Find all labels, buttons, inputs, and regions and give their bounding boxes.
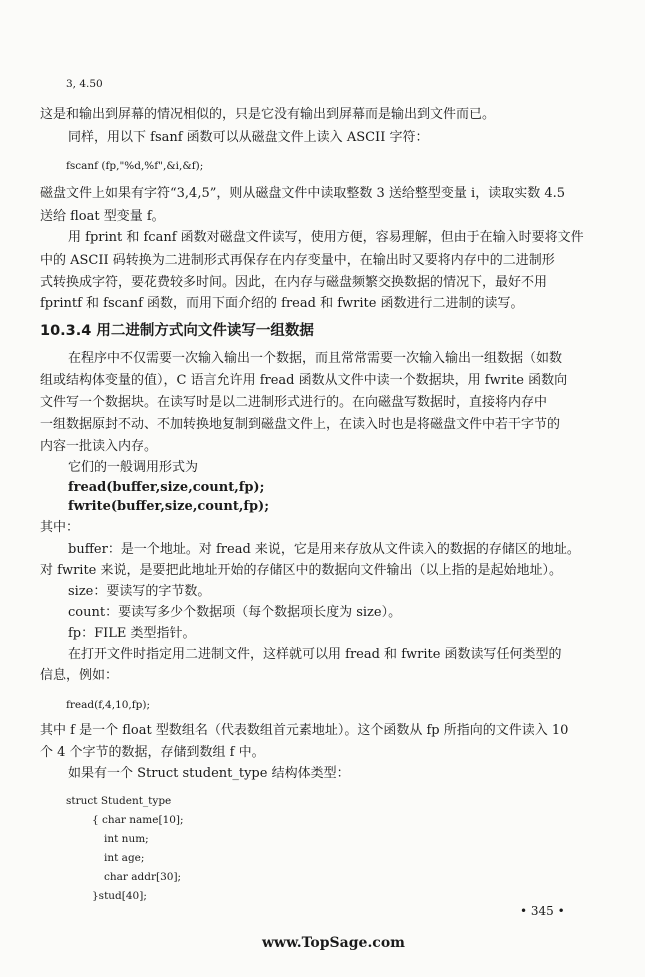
- paragraph-line: size：要读写的字节数。: [68, 584, 211, 599]
- paragraph-line: 在程序中不仅需要一次输入输出一个数据，而且常常需要一次输入输出一组数据（如数: [68, 351, 563, 366]
- paragraph-line: 同样，用以下 fsanf 函数可以从磁盘文件上读入 ASCII 字符：: [68, 130, 429, 145]
- paragraph-line: 信息，例如：: [40, 668, 119, 683]
- paragraph-line: 这是和输出到屏幕的情况相似的，只是它没有输出到屏幕而是输出到文件而已。: [40, 107, 496, 122]
- code-fscanf-line: fscanf (fp,"%d,%f",&i,&f);: [66, 160, 204, 172]
- paragraph-line: 其中：: [40, 520, 80, 535]
- code-fread-example: fread(f,4,10,fp);: [66, 699, 151, 711]
- paragraph-line: fprintf 和 fscanf 函数，而用下面介绍的 fread 和 fwrite 函数进行二进制的读写。: [40, 296, 524, 311]
- code-struct-line: { char name[10];: [92, 814, 184, 826]
- paragraph-line: 一组数据原封不动、不加转换地复制到磁盘文件上，在读入时也是将磁盘文件中若干字节的: [40, 417, 561, 432]
- paragraph-line: 其中 f 是一个 float 型数组名（代表数组首元素地址）。这个函数从 fp 所指向的文件读入 10: [40, 723, 569, 738]
- paragraph-line: 它们的一般调用形式为: [68, 460, 199, 475]
- paragraph-line: 中的 ASCII 码转换为二进制形式再保存在内存变量中，在输出时又要将内存中的二进制形: [40, 253, 555, 268]
- paragraph-line: 文件写一个数据块。在读写时是以二进制形式进行的。在向磁盘写数据时，直接将内存中: [40, 395, 548, 410]
- code-struct-line: int age;: [104, 852, 145, 864]
- paragraph-line: 用 fprint 和 fcanf 函数对磁盘文件读写，使用方便，容易理解，但由于在输入时要将文件: [68, 230, 584, 245]
- code-struct-line: }stud[40];: [92, 890, 147, 902]
- code-struct-line: int num;: [104, 833, 149, 845]
- paragraph-line: 式转换成字符，要花费较多时间。因此，在内存与磁盘频繁交换数据的情况下，最好不用: [40, 275, 548, 290]
- code-fread-syntax: fread(buffer,size,count,fp);: [68, 480, 265, 495]
- paragraph-line: 组或结构体变量的值），C 语言允许用 fread 函数从文件中读一个数据块，用 fwrite 函数向: [40, 373, 568, 388]
- code-output-line: 3, 4.50: [66, 78, 103, 90]
- code-fwrite-syntax: fwrite(buffer,size,count,fp);: [68, 499, 269, 514]
- page-number: • 345 •: [520, 904, 565, 918]
- paragraph-line: buffer：是一个地址。对 fread 来说，它是用来存放从文件读入的数据的存储区的地址。: [68, 542, 580, 557]
- code-struct-line: char addr[30];: [104, 871, 182, 883]
- section-heading: 10.3.4 用二进制方式向文件读写一组数据: [40, 323, 314, 339]
- paragraph-line: count：要读写多少个数据项（每个数据项长度为 size）。: [68, 605, 402, 620]
- paragraph-line: 内容一批读入内存。: [40, 439, 158, 454]
- paragraph-line: 个 4 个字节的数据，存储到数组 f 中。: [40, 745, 265, 760]
- paragraph-line: 送给 float 型变量 f。: [40, 209, 165, 224]
- paragraph-line: 对 fwrite 来说，是要把此地址开始的存储区中的数据向文件输出（以上指的是起始地址）。: [40, 563, 562, 578]
- paragraph-line: 磁盘文件上如果有字符“3,4,5”，则从磁盘文件中读取整数 3 送给整型变量 i，读取实数 4.5: [40, 186, 566, 201]
- footer-url: www.TopSage.com: [262, 935, 405, 951]
- code-struct-line: struct Student_type: [66, 795, 172, 807]
- paragraph-line: fp：FILE 类型指针。: [68, 626, 196, 641]
- paragraph-line: 如果有一个 Struct student_type 结构体类型：: [68, 766, 350, 781]
- paragraph-line: 在打开文件时指定用二进制文件，这样就可以用 fread 和 fwrite 函数读写任何类型的: [68, 647, 562, 662]
